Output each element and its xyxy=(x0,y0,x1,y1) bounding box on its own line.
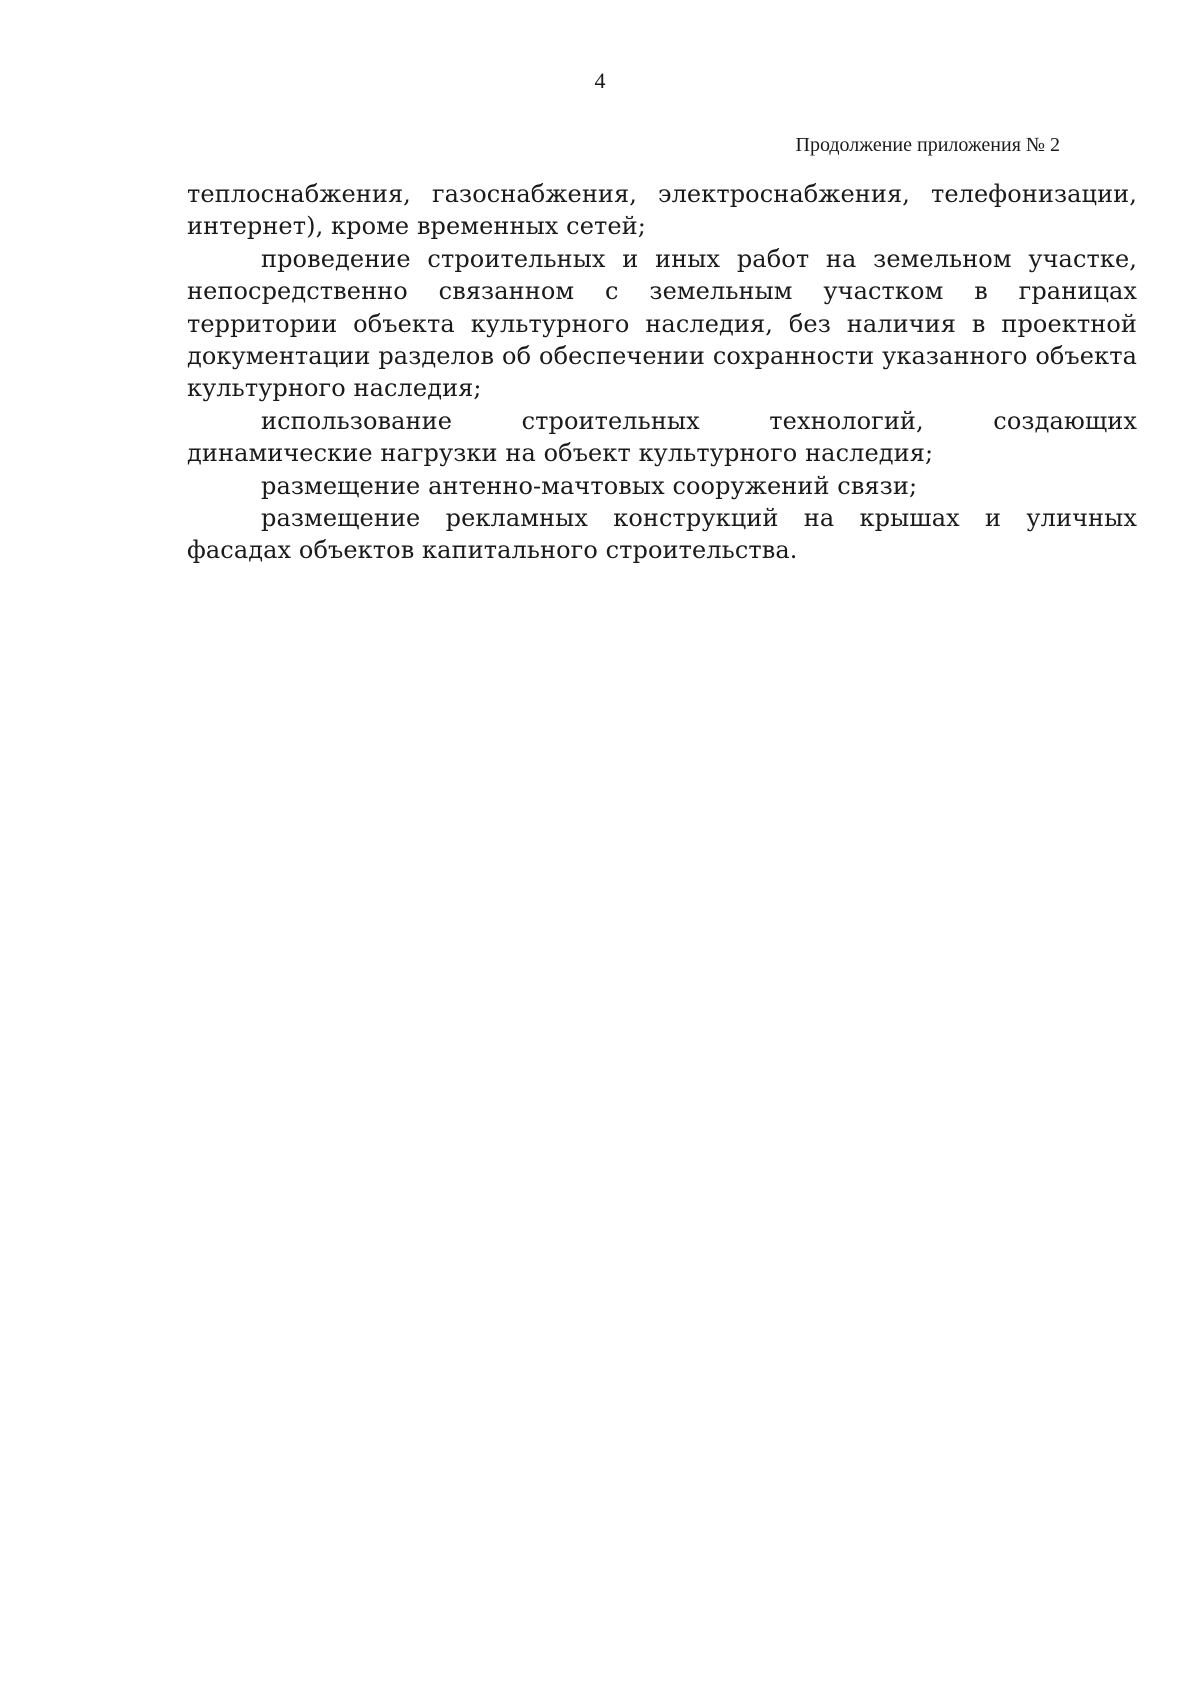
paragraph-advertising-structures: размещение рекламных конструкций на крышах и уличных фасадах объектов капитального строительства. xyxy=(187,504,1137,565)
appendix-continuation-note: Продолжение приложения № 2 xyxy=(795,134,1060,156)
paragraph-dynamic-loads: использование строительных технологий, создающих динамические нагрузки на объект культурного наследия; xyxy=(187,406,1137,468)
page-number: 4 xyxy=(594,68,606,93)
paragraph-antenna-structures: размещение антенно-мачтовых сооружений связи; xyxy=(261,471,918,500)
document-body xyxy=(187,178,1137,567)
paragraph-utilities-continuation: теплоснабжения, газоснабжения, электроснабжения, телефонизации, интернет), кроме временных сетей; xyxy=(187,180,1137,241)
paragraph-construction-works: проведение строительных и иных работ на земельном участке, непосредственно связанном с земельным участком в границах территории объекта культурного наследия, без наличия в проектной документации разделов об обеспечении сохранности указанного объекта культурного наследия; xyxy=(187,244,1137,403)
